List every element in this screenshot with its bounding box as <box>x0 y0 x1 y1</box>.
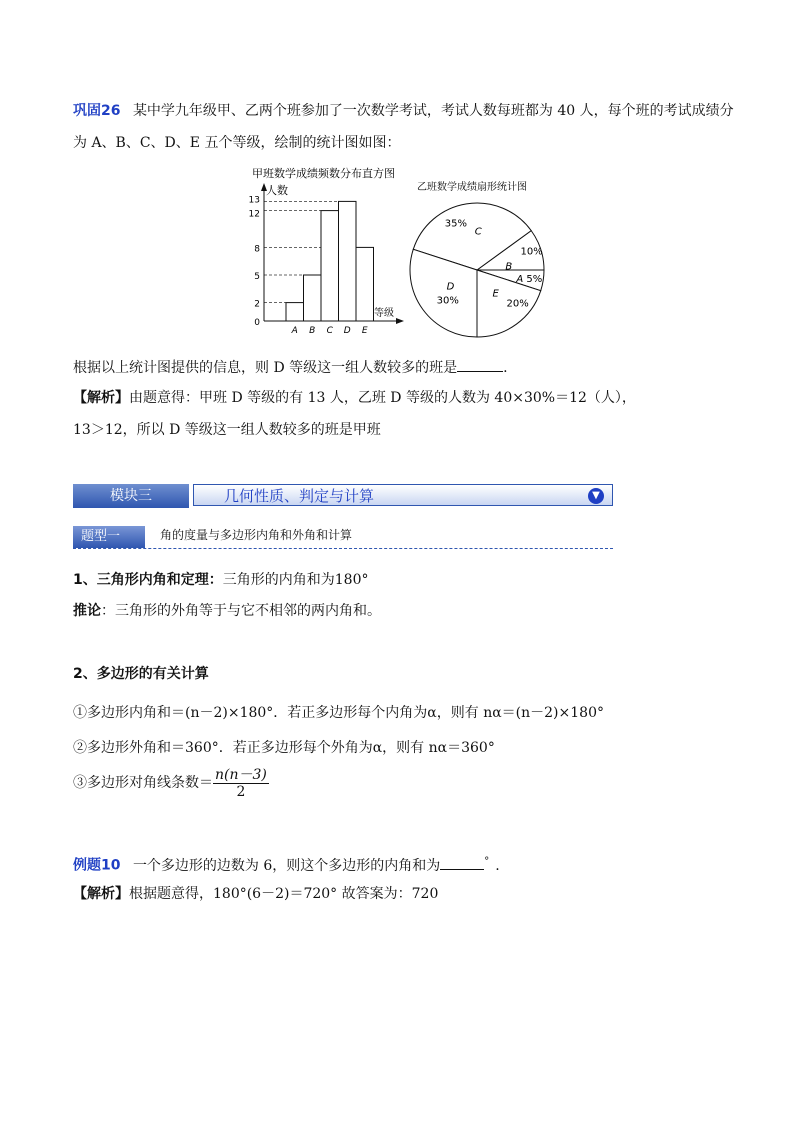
question-end: . <box>503 360 508 376</box>
example-answer-blank[interactable] <box>440 855 484 870</box>
chevron-down-icon[interactable]: ▼ <box>588 488 604 504</box>
question-text: 根据以上统计图提供的信息，则 D 等级这一组人数较多的班是 <box>73 360 458 376</box>
formula-numerator: n(n－3) <box>215 766 267 783</box>
item2-line3 <box>73 766 269 800</box>
solution-text-2: 13＞12，所以 D 等级这一组人数较多的班是甲班 <box>73 422 381 438</box>
histogram-y-label: 人数 <box>266 184 288 197</box>
pie-label-D: D <box>446 281 455 293</box>
dashed-divider <box>73 548 613 549</box>
pie-value-C: 35% <box>444 218 467 230</box>
pie-label-E: E <box>492 288 499 300</box>
item1-line <box>73 570 368 590</box>
corollary-line <box>73 601 381 621</box>
x-tick-label: A <box>291 326 298 336</box>
solution-text-1: 由题意得：甲班 D 等级的有 13 人，乙班 D 等级的人数为 40×30%＝12（人）， <box>129 390 636 406</box>
pie-label-B: B <box>505 261 513 273</box>
formula-denominator: 2 <box>236 783 246 800</box>
type-title: 角的度量与多边形内角和外角和计算 <box>160 528 353 542</box>
problem-26-line1 <box>73 101 734 121</box>
histogram-x-label: 等级 <box>374 308 394 319</box>
histogram-bar-E <box>356 247 374 321</box>
y-tick-label: 8 <box>254 244 260 255</box>
x-tick-label: B <box>309 326 316 336</box>
pie-chart <box>403 178 553 340</box>
item1-text: 三角形的内角和为180° <box>222 572 369 588</box>
y-tick-label: 12 <box>248 209 260 220</box>
y-tick-label: 2 <box>254 299 260 310</box>
histogram-bar-D <box>339 201 357 321</box>
problem-text-1: 某中学九年级甲、乙两个班参加了一次数学考试，考试人数每班都为 40 人，每个班的考试成绩分 <box>132 103 734 119</box>
module-number: 模块三 <box>73 484 189 508</box>
example-solution-line <box>73 884 438 904</box>
pie-label-C: C <box>474 226 482 238</box>
item2-title: 2、多边形的有关计算 <box>73 666 209 682</box>
item1-title: 1、三角形内角和定理： <box>73 572 223 588</box>
histogram-bar-B <box>304 275 322 321</box>
pie-value-E: 20% <box>506 298 529 310</box>
question-line <box>73 357 508 378</box>
pie-value-A: 5% <box>526 273 543 285</box>
solution-label: 【解析】 <box>73 390 129 406</box>
answer-blank[interactable] <box>457 357 503 372</box>
x-tick-label: D <box>343 326 351 336</box>
solution-line1 <box>73 388 636 408</box>
pie-value-D: 30% <box>436 295 459 307</box>
diagonal-formula <box>213 767 269 800</box>
problem-label: 巩固26 <box>73 103 121 119</box>
pie-value-B: 10% <box>520 246 543 258</box>
y-tick-label: 5 <box>254 272 260 282</box>
corollary-text: ：三角形的外角等于与它不相邻的两内角和。 <box>101 603 381 619</box>
histogram-bar-C <box>321 211 339 321</box>
y-tick-label: 13 <box>248 195 260 206</box>
pie-title: 乙班数学成绩扇形统计图 <box>417 182 527 193</box>
degree-mark: ° <box>484 856 490 867</box>
item2-line3-text: ③多边形对角线条数＝ <box>73 775 213 791</box>
example-label: 例题10 <box>73 857 121 874</box>
example-solution-text: 根据题意得，180°(6－2)＝720° 故答案为：720 <box>129 886 439 902</box>
pie-label-A: A <box>516 273 524 285</box>
histogram-chart <box>240 165 410 337</box>
example-solution-label: 【解析】 <box>73 886 129 902</box>
example10-line <box>73 852 500 876</box>
example-end: . <box>495 857 500 874</box>
x-tick-label: C <box>326 326 333 336</box>
corollary-label: 推论 <box>73 603 101 619</box>
module-header <box>73 484 613 508</box>
example-text: 一个多边形的边数为 6，则这个多边形的内角和为 <box>132 857 441 874</box>
histogram-bar-A <box>286 303 304 321</box>
histogram-title: 甲班数学成绩频数分布直方图 <box>252 167 395 180</box>
module-title-box[interactable] <box>193 484 613 506</box>
type-tag: 题型一 <box>73 526 145 548</box>
item2-line1: ①多边形内角和＝(n－2)×180°．若正多边形每个内角为α，则有 nα＝(n－2)×180° <box>73 705 604 721</box>
problem-text-2: 为 A、B、C、D、E 五个等级，绘制的统计图如图： <box>73 135 401 151</box>
y-tick-label: 0 <box>254 318 260 328</box>
x-tick-label: E <box>361 326 368 336</box>
module-title: 几何性质、判定与计算 <box>224 487 375 505</box>
item2-line2: ②多边形外角和＝360°．若正多边形每个外角为α，则有 nα＝360° <box>73 740 495 756</box>
